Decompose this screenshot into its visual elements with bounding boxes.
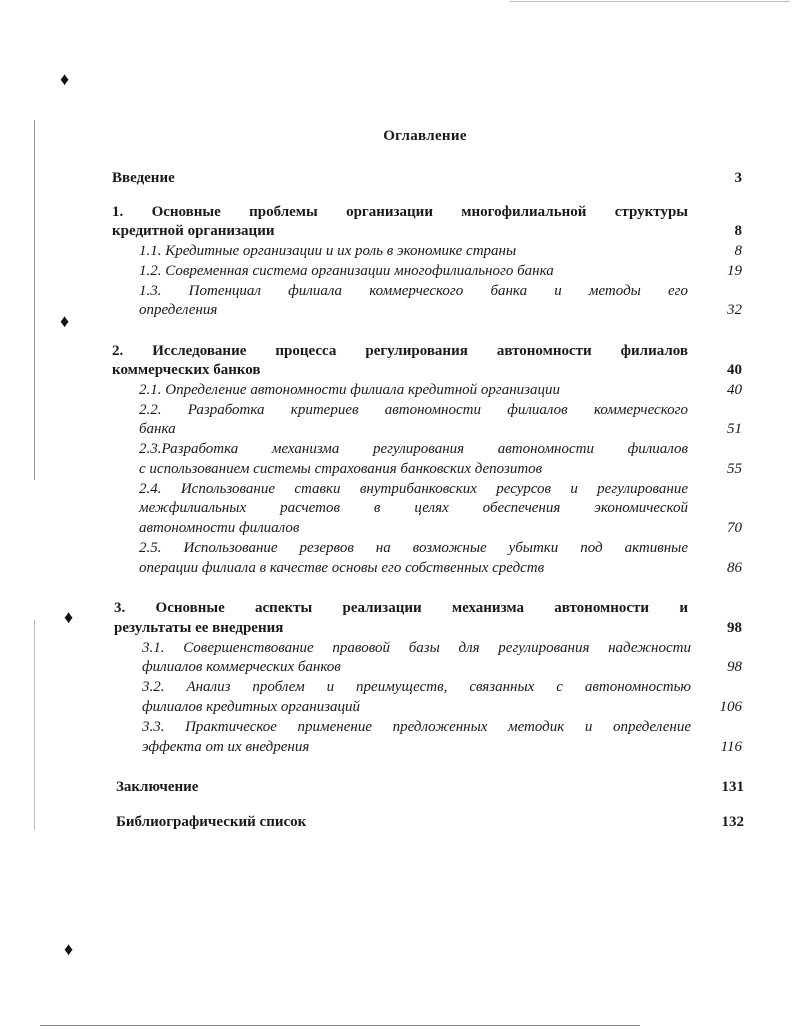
toc-section-3-3-line1: 3.3. Практическое применение предложенных методик и определение — [142, 719, 691, 735]
binder-hole-mark-2: ♦ — [60, 311, 70, 331]
toc-section-2-1-page: 40 — [727, 382, 742, 398]
toc-bibliography[interactable]: Библиографический список — [116, 814, 307, 830]
toc-section-3-2[interactable] — [142, 677, 691, 697]
toc-section-2-4-line1: 2.4. Использование ставки внутрибанковских ресурсов и регулирование — [139, 481, 688, 497]
toc-section-2-4-page: 70 — [727, 520, 742, 536]
toc-section-3-3-cont: эффекта от их внедрения — [142, 739, 310, 755]
toc-conclusion[interactable]: Заключение — [116, 779, 199, 795]
toc-section-2-5-cont: операции филиала в качестве основы его собственных средств — [139, 560, 545, 576]
toc-section-3-1-line1: 3.1. Совершенствование правовой базы для регулирования надежности — [142, 640, 691, 656]
toc-section-1-3-page: 32 — [727, 302, 742, 318]
toc-section-2-4-cont2: автономности филиалов — [139, 520, 300, 536]
toc-chapter-1[interactable] — [112, 202, 688, 222]
toc-chapter-3-page: 98 — [727, 620, 742, 636]
scan-edge-left — [34, 120, 35, 480]
toc-section-3-3[interactable] — [142, 717, 691, 737]
toc-chapter-1-line1: 1. Основные проблемы организации многофилиальной структуры — [112, 204, 688, 220]
toc-section-1-2[interactable]: 1.2. Современная система организации многофилиального банка — [139, 263, 554, 279]
binder-hole-mark-4: ♦ — [64, 939, 74, 959]
toc-chapter-3-cont: результаты ее внедрения — [114, 620, 284, 636]
toc-section-3-2-cont: филиалов кредитных организаций — [142, 699, 361, 715]
toc-section-2-3-line1: 2.3.Разработка механизма регулирования автономности филиалов — [139, 441, 688, 457]
toc-section-2-1[interactable]: 2.1. Определение автономности филиала кредитной организации — [139, 382, 561, 398]
toc-chapter-3[interactable] — [114, 598, 688, 618]
toc-section-1-2-page: 19 — [727, 263, 742, 279]
toc-section-2-5-page: 86 — [727, 560, 742, 576]
toc-section-2-3-page: 55 — [727, 461, 742, 477]
toc-chapter-3-line1: 3. Основные аспекты реализации механизма автономности и — [114, 600, 688, 616]
toc-chapter-2[interactable] — [112, 341, 688, 361]
scan-edge-left-lower — [34, 620, 35, 830]
toc-chapter-1-cont: кредитной организации — [112, 223, 275, 239]
binder-hole-mark-3: ♦ — [64, 607, 74, 627]
toc-section-3-1[interactable] — [142, 638, 691, 658]
toc-section-1-3[interactable] — [139, 281, 688, 301]
toc-section-3-1-page: 98 — [727, 659, 742, 675]
toc-chapter-2-line1: 2. Исследование процесса регулирования автономности филиалов — [112, 343, 688, 359]
toc-section-2-5-line1: 2.5. Использование резервов на возможные убытки под активные — [139, 540, 688, 556]
toc-section-1-3-line1: 1.3. Потенциал филиала коммерческого банка и методы его — [139, 283, 688, 299]
toc-section-2-3-cont: с использованием системы страхования банковских депозитов — [139, 461, 543, 477]
toc-intro-page: 3 — [734, 170, 742, 186]
toc-section-2-2-line1: 2.2. Разработка критериев автономности филиалов коммерческого — [139, 402, 688, 418]
toc-section-3-2-line1: 3.2. Анализ проблем и преимуществ, связанных с автономностью — [142, 679, 691, 695]
toc-title: Оглавление — [383, 128, 467, 144]
toc-section-2-2-cont: банка — [139, 421, 176, 437]
toc-section-2-5[interactable] — [139, 538, 688, 558]
toc-bibliography-page: 132 — [721, 814, 744, 830]
toc-section-2-4-cont — [139, 498, 688, 518]
binder-hole-mark-1: ♦ — [60, 69, 70, 89]
toc-section-2-4[interactable] — [139, 479, 688, 499]
scan-edge-bottom — [40, 1025, 640, 1026]
toc-section-3-1-cont: филиалов коммерческих банков — [142, 659, 341, 675]
toc-chapter-2-cont: коммерческих банков — [112, 362, 261, 378]
toc-section-2-2-page: 51 — [727, 421, 742, 437]
toc-intro[interactable]: Введение — [112, 170, 175, 186]
toc-section-2-4-line2: межфилиальных расчетов в целях обеспечения экономической — [139, 500, 688, 516]
toc-conclusion-page: 131 — [721, 779, 744, 795]
scan-edge-top — [510, 1, 790, 2]
toc-section-3-3-page: 116 — [720, 739, 742, 755]
toc-chapter-2-page: 40 — [727, 362, 742, 378]
toc-section-1-1-page: 8 — [734, 243, 742, 259]
toc-section-3-2-page: 106 — [719, 699, 742, 715]
toc-section-1-3-cont: определения — [139, 302, 218, 318]
toc-section-2-2[interactable] — [139, 400, 688, 420]
toc-chapter-1-page: 8 — [734, 223, 742, 239]
toc-section-1-1[interactable]: 1.1. Кредитные организации и их роль в экономике страны — [139, 243, 517, 259]
toc-section-2-3[interactable] — [139, 439, 688, 459]
